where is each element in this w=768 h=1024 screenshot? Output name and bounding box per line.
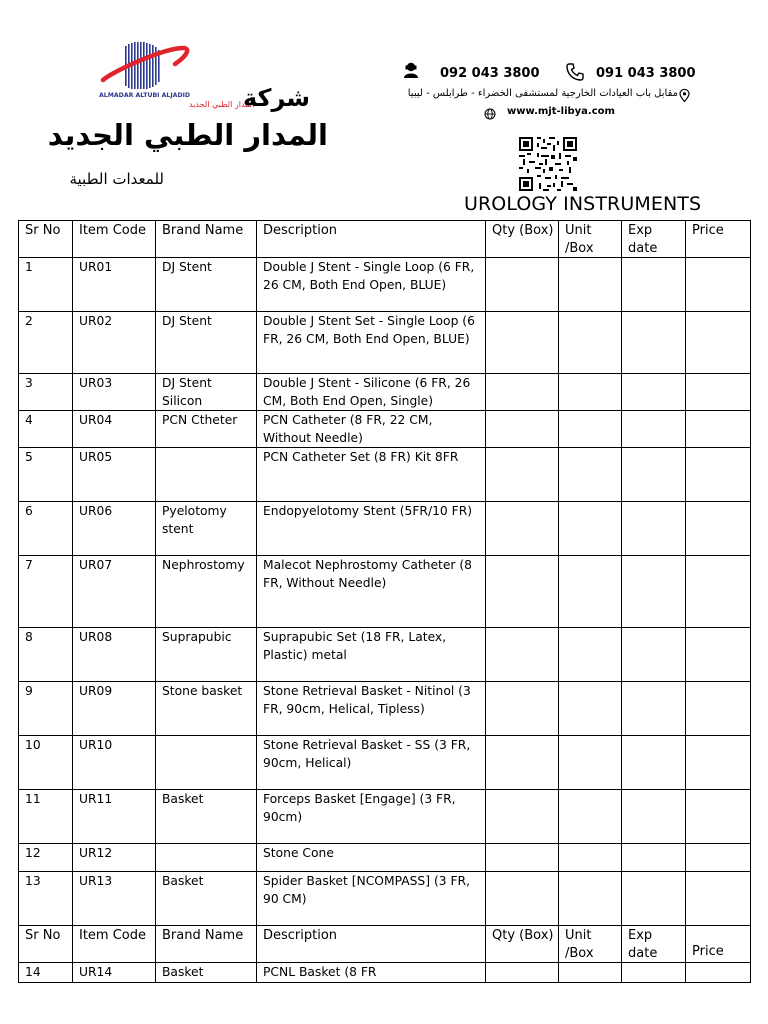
table-row <box>19 963 751 983</box>
table-row <box>19 844 751 872</box>
cell-price[interactable] <box>686 411 751 448</box>
cell-brand-name: Pyelotomy stent <box>156 502 257 556</box>
cell-qty-box[interactable] <box>486 556 559 628</box>
cell-price[interactable] <box>686 872 751 926</box>
logo-caption-latin: ALMADAR ALTUBI ALJADID <box>99 92 191 99</box>
header-item-code: Item Code <box>73 221 156 258</box>
cell-description: Forceps Basket [Engage] (3 FR, 90cm) <box>257 790 486 844</box>
cell-sr-no: 14 <box>19 963 73 983</box>
cell-sr-no: 5 <box>19 448 73 502</box>
cell-description: Endopyelotomy Stent (5FR/10 FR) <box>257 502 486 556</box>
cell-brand-name <box>156 448 257 502</box>
cell-item-code: UR09 <box>73 682 156 736</box>
cell-item-code: UR06 <box>73 502 156 556</box>
header-qty-box: Qty (Box) <box>486 221 559 258</box>
cell-exp-date[interactable] <box>622 312 686 374</box>
table-row <box>19 790 751 844</box>
phone-number-2: 091 043 3800 <box>596 66 696 81</box>
header-sr-no: Sr No <box>19 926 73 963</box>
cell-description: Double J Stent Set - Single Loop (6 FR, 26 CM, Both End Open, BLUE) <box>257 312 486 374</box>
logo-orbit <box>103 48 187 80</box>
qr-code <box>519 137 577 191</box>
company-name-line2: المدار الطبي الجديد <box>47 118 328 152</box>
cell-unit-box[interactable] <box>559 963 622 983</box>
cell-item-code: UR04 <box>73 411 156 448</box>
cell-sr-no: 12 <box>19 844 73 872</box>
cell-description: Suprapubic Set (18 FR, Latex, Plastic) metal <box>257 628 486 682</box>
cell-price[interactable] <box>686 682 751 736</box>
cell-sr-no: 11 <box>19 790 73 844</box>
cell-description: Double J Stent - Silicone (6 FR, 26 CM, Both End Open, Single) <box>257 374 486 411</box>
table-row <box>19 872 751 926</box>
cell-price[interactable] <box>686 448 751 502</box>
cell-price[interactable] <box>686 374 751 411</box>
cell-sr-no: 2 <box>19 312 73 374</box>
cell-exp-date[interactable] <box>622 448 686 502</box>
cell-exp-date[interactable] <box>622 963 686 983</box>
cell-unit-box[interactable] <box>559 790 622 844</box>
cell-unit-box[interactable] <box>559 736 622 790</box>
cell-brand-name: DJ Stent <box>156 312 257 374</box>
table-header-row <box>19 221 751 258</box>
header-description: Description <box>257 926 486 963</box>
header-exp-date: Exp date <box>622 926 686 963</box>
table-row <box>19 312 751 374</box>
phone-icon <box>565 62 585 82</box>
cell-unit-box[interactable] <box>559 258 622 312</box>
cell-exp-date[interactable] <box>622 790 686 844</box>
cell-price[interactable] <box>686 502 751 556</box>
header-brand-name: Brand Name <box>156 221 257 258</box>
cell-unit-box[interactable] <box>559 556 622 628</box>
cell-sr-no: 9 <box>19 682 73 736</box>
cell-brand-name: Basket <box>156 963 257 983</box>
header-exp-date: Exp date <box>622 221 686 258</box>
cell-unit-box[interactable] <box>559 844 622 872</box>
cell-description: PCNL Basket (8 FR <box>257 963 486 983</box>
company-website[interactable]: www.mjt-libya.com <box>507 106 615 117</box>
cell-item-code: UR03 <box>73 374 156 411</box>
cell-price[interactable] <box>686 844 751 872</box>
header-price: Price <box>686 221 751 258</box>
cell-price[interactable] <box>686 556 751 628</box>
cell-qty-box[interactable] <box>486 502 559 556</box>
company-logo <box>95 40 255 110</box>
cell-qty-box[interactable] <box>486 963 559 983</box>
globe-icon <box>484 108 496 120</box>
cell-item-code: UR11 <box>73 790 156 844</box>
cell-brand-name <box>156 736 257 790</box>
cell-exp-date[interactable] <box>622 628 686 682</box>
table-row <box>19 628 751 682</box>
table-row <box>19 556 751 628</box>
cell-exp-date[interactable] <box>622 872 686 926</box>
cell-qty-box[interactable] <box>486 872 559 926</box>
cell-description: Double J Stent - Single Loop (6 FR, 26 CM, Both End Open, BLUE) <box>257 258 486 312</box>
cell-description: Stone Retrieval Basket - Nitinol (3 FR, 90cm, Helical, Tipless) <box>257 682 486 736</box>
cell-sr-no: 6 <box>19 502 73 556</box>
cell-qty-box[interactable] <box>486 844 559 872</box>
header-item-code: Item Code <box>73 926 156 963</box>
cell-qty-box[interactable] <box>486 736 559 790</box>
cell-price[interactable] <box>686 736 751 790</box>
table-row <box>19 502 751 556</box>
cell-exp-date[interactable] <box>622 556 686 628</box>
cell-brand-name: Suprapubic <box>156 628 257 682</box>
cell-sr-no: 1 <box>19 258 73 312</box>
cell-qty-box[interactable] <box>486 374 559 411</box>
cell-exp-date[interactable] <box>622 374 686 411</box>
cell-qty-box[interactable] <box>486 258 559 312</box>
cell-item-code: UR01 <box>73 258 156 312</box>
logo-caption-arabic: المدار الطبي الجديد <box>189 100 255 109</box>
cell-exp-date[interactable] <box>622 736 686 790</box>
cell-item-code: UR08 <box>73 628 156 682</box>
cell-brand-name: DJ Stent Silicon <box>156 374 257 411</box>
cell-exp-date[interactable] <box>622 682 686 736</box>
cell-qty-box[interactable] <box>486 312 559 374</box>
cell-description: Malecot Nephrostomy Catheter (8 FR, Without Needle) <box>257 556 486 628</box>
cell-item-code: UR05 <box>73 448 156 502</box>
cell-unit-box[interactable] <box>559 374 622 411</box>
table-row <box>19 736 751 790</box>
cell-description: Spider Basket [NCOMPASS] (3 FR, 90 CM) <box>257 872 486 926</box>
cell-description: Stone Retrieval Basket - SS (3 FR, 90cm, Helical) <box>257 736 486 790</box>
cell-item-code: UR02 <box>73 312 156 374</box>
header-brand-name: Brand Name <box>156 926 257 963</box>
cell-price[interactable] <box>686 963 751 983</box>
cell-unit-box[interactable] <box>559 682 622 736</box>
header-sr-no: Sr No <box>19 221 73 258</box>
company-address: مقابل باب العيادات الخارجية لمستشفى الخضراء - طرابلس - ليبيا <box>407 88 678 99</box>
header-unit-box: Unit /Box <box>559 221 622 258</box>
table-row <box>19 448 751 502</box>
cell-unit-box[interactable] <box>559 312 622 374</box>
table-row <box>19 258 751 312</box>
cell-sr-no: 7 <box>19 556 73 628</box>
items-table-body <box>19 221 751 983</box>
cell-exp-date[interactable] <box>622 258 686 312</box>
cell-sr-no: 13 <box>19 872 73 926</box>
header-description: Description <box>257 221 486 258</box>
cell-item-code: UR07 <box>73 556 156 628</box>
table-row <box>19 411 751 448</box>
cell-brand-name: Basket <box>156 872 257 926</box>
cell-exp-date[interactable] <box>622 844 686 872</box>
cell-description: PCN Catheter (8 FR, 22 CM, Without Needle) <box>257 411 486 448</box>
cell-brand-name <box>156 844 257 872</box>
cell-unit-box[interactable] <box>559 872 622 926</box>
cell-brand-name: Nephrostomy <box>156 556 257 628</box>
cell-unit-box[interactable] <box>559 628 622 682</box>
cell-qty-box[interactable] <box>486 682 559 736</box>
cell-item-code: UR12 <box>73 844 156 872</box>
document-title: UROLOGY INSTRUMENTS <box>464 193 702 215</box>
cell-price[interactable] <box>686 790 751 844</box>
header-qty-box: Qty (Box) <box>486 926 559 963</box>
cell-exp-date[interactable] <box>622 411 686 448</box>
table-row <box>19 374 751 411</box>
cell-description: Stone Cone <box>257 844 486 872</box>
cell-item-code: UR14 <box>73 963 156 983</box>
cell-brand-name: Stone basket <box>156 682 257 736</box>
cell-sr-no: 8 <box>19 628 73 682</box>
cell-unit-box[interactable] <box>559 502 622 556</box>
cell-unit-box[interactable] <box>559 411 622 448</box>
cell-qty-box[interactable] <box>486 411 559 448</box>
cell-qty-box[interactable] <box>486 628 559 682</box>
cell-description: PCN Catheter Set (8 FR) Kit 8FR <box>257 448 486 502</box>
cell-exp-date[interactable] <box>622 502 686 556</box>
cell-brand-name: PCN Ctheter <box>156 411 257 448</box>
cell-brand-name: Basket <box>156 790 257 844</box>
cell-qty-box[interactable] <box>486 448 559 502</box>
header-unit-box: Unit /Box <box>559 926 622 963</box>
cell-price[interactable] <box>686 258 751 312</box>
cell-price[interactable] <box>686 628 751 682</box>
cell-price[interactable] <box>686 312 751 374</box>
support-person-icon <box>402 61 420 79</box>
company-name-line3: للمعدات الطبية <box>69 170 164 188</box>
table-header-row-repeat <box>19 926 751 963</box>
items-table <box>18 220 751 983</box>
cell-sr-no: 3 <box>19 374 73 411</box>
cell-qty-box[interactable] <box>486 790 559 844</box>
company-name-line1: شركة <box>242 84 310 112</box>
location-pin-icon <box>679 89 690 102</box>
table-row <box>19 682 751 736</box>
cell-sr-no: 4 <box>19 411 73 448</box>
cell-item-code: UR13 <box>73 872 156 926</box>
cell-unit-box[interactable] <box>559 448 622 502</box>
cell-sr-no: 10 <box>19 736 73 790</box>
phone-number-1: 092 043 3800 <box>440 66 540 81</box>
cell-brand-name: DJ Stent <box>156 258 257 312</box>
header-price: Price <box>686 926 751 963</box>
cell-item-code: UR10 <box>73 736 156 790</box>
